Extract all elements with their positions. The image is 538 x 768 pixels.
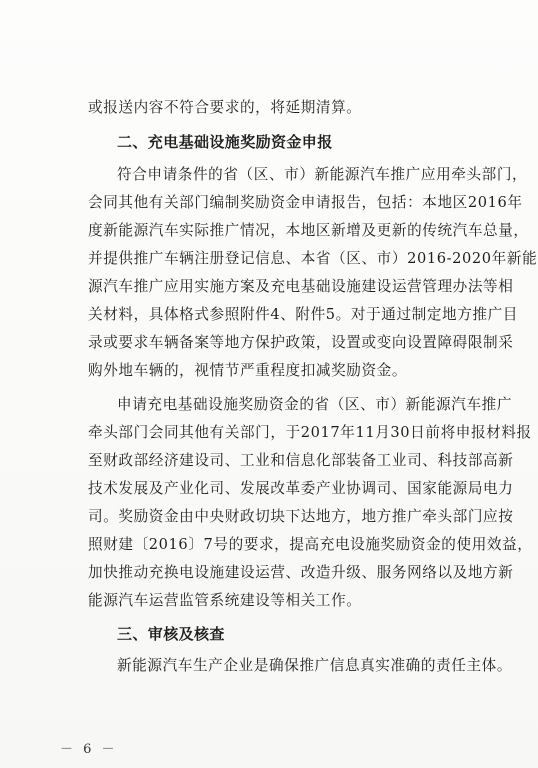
paragraph-line: 能源汽车运营监管系统建设等相关工作。 bbox=[88, 592, 362, 609]
paragraph-line: 加快推动充换电设施建设运营、改造升级、服务网络以及地方新 bbox=[88, 564, 514, 581]
section-heading: 二、充电基础设施奖励资金申报 bbox=[117, 133, 333, 151]
paragraph-line: 至财政部经济建设司、工业和信息化部装备工业司、科技部高新 bbox=[88, 452, 514, 469]
paragraph-line: 源汽车推广应用实施方案及充电基础设施建设运营管理办法等相 bbox=[88, 278, 514, 295]
paragraph-line: 度新能源汽车实际推广情况，本地区新增及更新的传统汽车总量， bbox=[88, 222, 529, 239]
paragraph-line: 关材料，具体格式参照附件4、附件5。对于通过制定地方推广目 bbox=[88, 306, 519, 323]
paragraph-line: 录或要求车辆备案等地方保护政策，设置或变向设置障碍限制采 bbox=[88, 334, 514, 351]
paragraph-line: 牵头部门会同其他有关部门，于2017年11月30日前将申报材料报 bbox=[88, 424, 532, 441]
paragraph-line: 或报送内容不符合要求的，将延期清算。 bbox=[88, 99, 362, 116]
paragraph-line: 符合申请条件的省（区、市）新能源汽车推广应用牵头部门， bbox=[117, 166, 528, 183]
paragraph-line: 新能源汽车生产企业是确保推广信息真实准确的责任主体。 bbox=[117, 657, 513, 674]
paragraph-line: 照财建〔2016〕7号的要求，提高充电设施奖励资金的使用效益， bbox=[88, 536, 533, 553]
paragraph-line: 司。奖励资金由中央财政切块下达地方，地方推广牵头部门应按 bbox=[88, 508, 514, 525]
paragraph-line: 申请充电基础设施奖励资金的省（区、市）新能源汽车推广 bbox=[117, 396, 513, 413]
page-number: － 6 － bbox=[60, 742, 118, 757]
section-heading: 三、审核及核查 bbox=[117, 625, 225, 643]
paragraph-line: 会同其他有关部门编制奖励资金申请报告，包括：本地区2016年 bbox=[88, 194, 523, 211]
paragraph-line: 技术发展及产业化司、发展改革委产业协调司、国家能源局电力 bbox=[88, 480, 514, 497]
paragraph-line: 并提供推广车辆注册登记信息、本省（区、市）2016-2020年新能 bbox=[88, 250, 538, 267]
paragraph-line: 购外地车辆的，视情节严重程度扣减奖励资金。 bbox=[88, 362, 408, 379]
